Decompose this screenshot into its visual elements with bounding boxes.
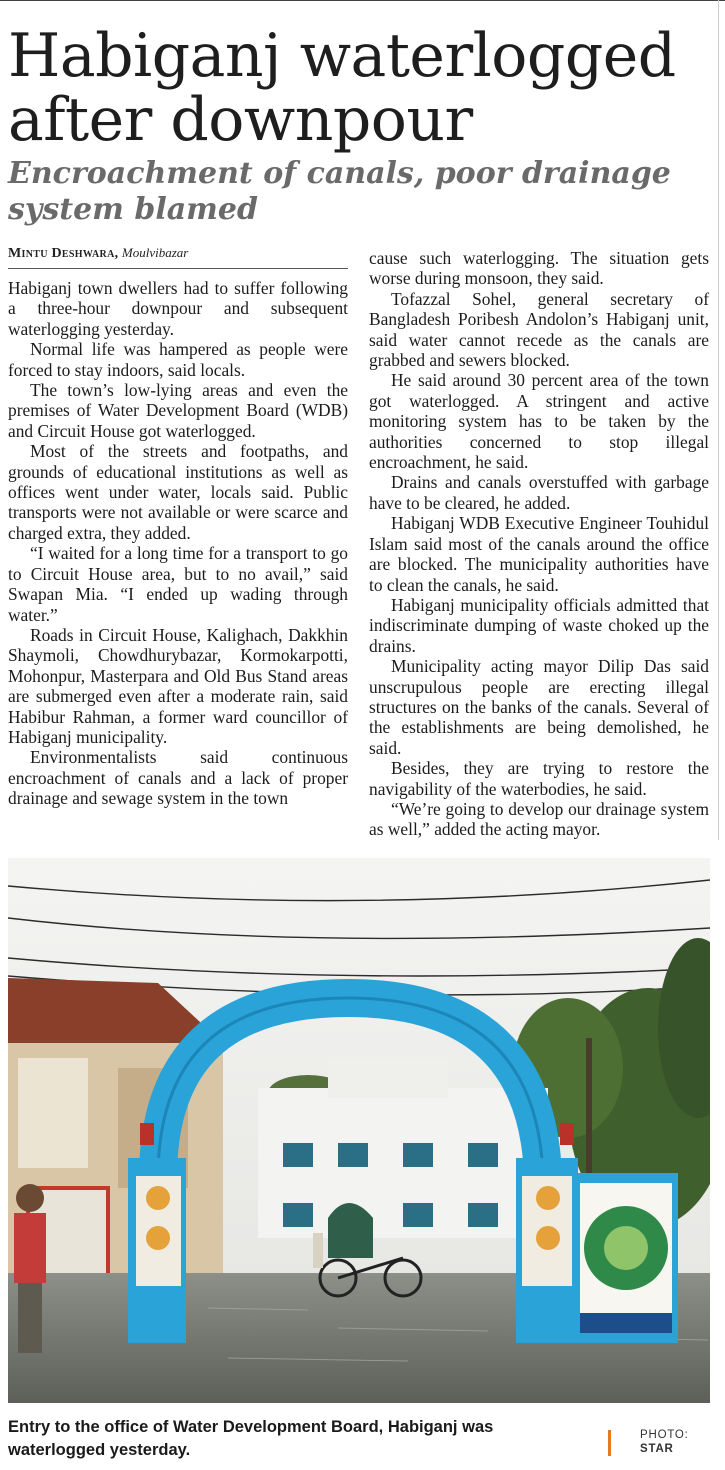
paragraph: cause such waterlogging. The situation gets worse during monsoon, they said. xyxy=(369,248,709,289)
paragraph: The town’s low-lying areas and even the premises of Water Development Board (WDB) and Circuit House got waterlogged. xyxy=(8,380,348,441)
byline-author: Mintu Deshwara, xyxy=(8,246,119,261)
paragraph: Roads in Circuit House, Kalighach, Dakkhin Shaymoli, Chowdhurybazar, Kormokarpotti, Mohonpur, Masterpara and Old Bus Stand areas are submerged even after a moderate rain, said Habibur Rahman, a former ward councillor of Habiganj municipality. xyxy=(8,624,348,747)
credit-accent-bar xyxy=(608,1430,611,1456)
paragraph: Drains and canals overstuffed with garbage have to be cleared, he added. xyxy=(369,472,709,513)
paragraph: “We’re going to develop our drainage system as well,” added the acting mayor. xyxy=(369,798,709,840)
byline-location: Moulvibazar xyxy=(121,245,189,260)
paragraph: Habiganj town dwellers had to suffer following a three-hour downpour and subsequent waterlogging yesterday. xyxy=(8,278,348,339)
column-edge-rule xyxy=(718,0,719,840)
paragraph: Habiganj municipality officials admitted that indiscriminate dumping of waste choked up the drains. xyxy=(369,594,709,656)
paragraph: Municipality acting mayor Dilip Das said unscrupulous people are erecting illegal structures on the banks of the canals. Several of the establishments are being demolished, he said. xyxy=(369,656,709,758)
waterlogged-gate-illustration xyxy=(8,858,710,1403)
headline: Habiganj waterlogged after downpour xyxy=(8,21,676,155)
top-rule xyxy=(0,0,725,1)
subhead: Encroachment of canals, poor drainage system blamed xyxy=(8,156,671,227)
signboard xyxy=(573,1173,678,1343)
article-column-right xyxy=(369,248,709,840)
paragraph: “I waited for a long time for a transport to go to Circuit House area, but to no avail,” said Swapan Mia. “I ended up wading through water.” xyxy=(8,543,348,625)
credit-source: STAR xyxy=(640,1443,674,1455)
paragraph: Besides, they are trying to restore the navigability of the waterbodies, he said. xyxy=(369,758,709,799)
paragraph: Environmentalists said continuous encroachment of canals and a lack of proper drainage and sewage system in the town xyxy=(8,747,348,809)
photo-caption: Entry to the office of Water Development Board, Habiganj was waterlogged yesterday. xyxy=(8,1418,494,1459)
paragraph: Most of the streets and footpaths, and grounds of educational institutions as well as offices went under water, locals said. Public transports were not available or were scarce and charged extra, they added. xyxy=(8,441,348,543)
byline xyxy=(8,245,348,269)
news-photo xyxy=(8,858,710,1403)
paragraph: Habiganj WDB Executive Engineer Touhidul Islam said most of the canals around the office are blocked. The municipality authorities have to clean the canals, he said. xyxy=(369,513,709,595)
paragraph: Normal life was hampered as people were forced to stay indoors, said locals. xyxy=(8,339,348,380)
article-column-left xyxy=(8,278,348,809)
photo-credit xyxy=(640,1428,710,1456)
paragraph: He said around 30 percent area of the town got waterlogged. A stringent and active monitoring system has to be taken by the authorities concerned to stop illegal encroachment, he said. xyxy=(369,370,709,473)
paragraph: Tofazzal Sohel, general secretary of Bangladesh Poribesh Andolon’s Habiganj unit, said water cannot recede as the canals are grabbed and sewers blocked. xyxy=(369,288,709,371)
credit-label: PHOTO: xyxy=(640,1429,689,1441)
